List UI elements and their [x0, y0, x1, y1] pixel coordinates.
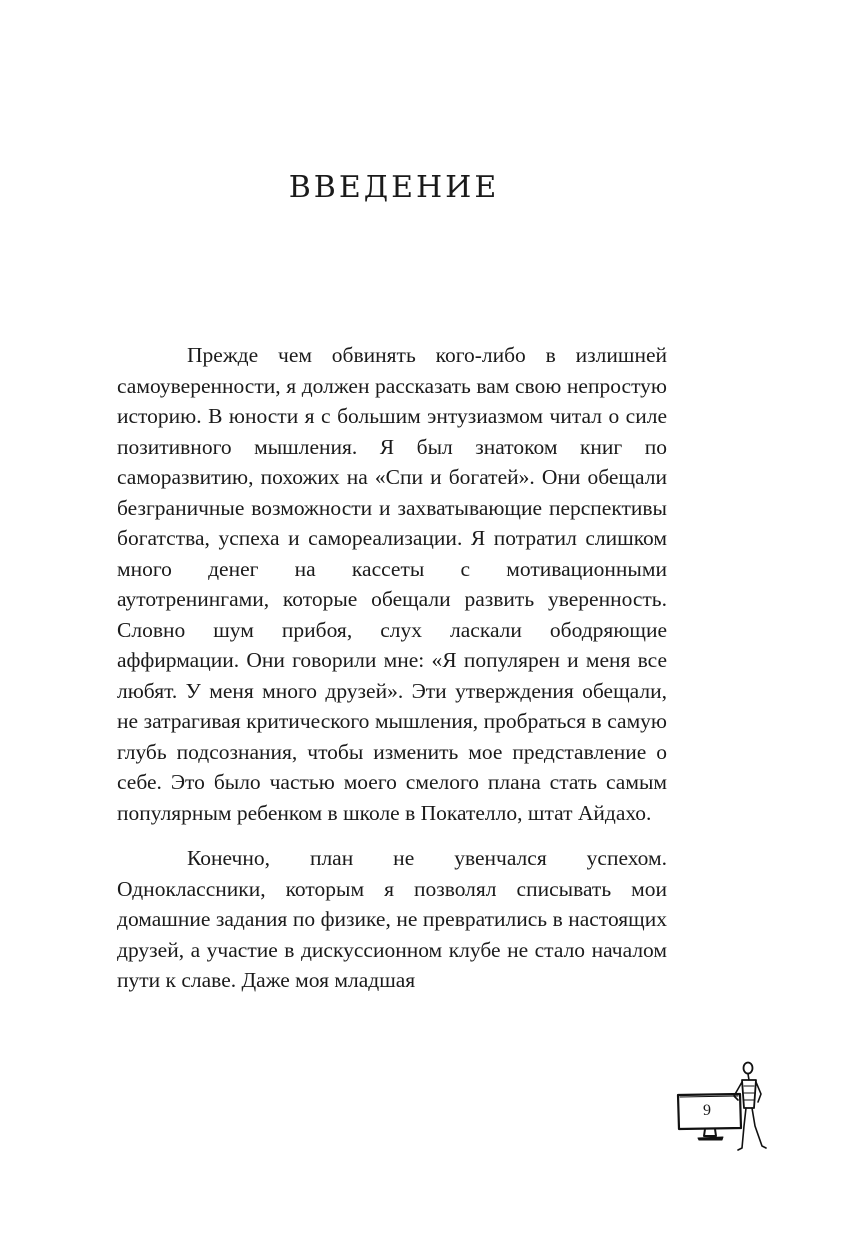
page-number: 9	[703, 1102, 711, 1119]
body-text	[117, 340, 667, 996]
chapter-title: ВВЕДЕНИЕ	[288, 170, 500, 205]
paragraph-2: Конечно, план не увенчался успехом. Одноклассники, которым я позволял списывать мои домашние задания по физике, не превратились в настоящих друзей, а участие в дискуссионном клубе не стало началом пути к славе. Даже моя младшая	[117, 846, 667, 992]
paragraph-1: Прежде чем обвинять кого-либо в излишней самоуверенности, я должен рассказать вам свою непростую историю. В юности я с большим энтузиазмом читал о силе позитивного мышления. Я был знатоком книг по саморазвитию, похожих на «Спи и богатей». Они обещали безграничные возможности и захватывающие перспективы богатства, успеха и самореализации. Я потратил слишком много денег на кассеты с мотивационными аутотренингами, которые обещали развить уверенность. Словно шум прибоя, слух ласкали ободряющие аффирмации. Они говорили мне: «Я популярен и меня все любят. У меня много друзей». Эти утверждения обещали, не затрагивая критического мышления, пробраться в самую глубь подсознания, чтобы изменить мое представление о себе. Это было частью моего смелого плана стать самым популярным ребенком в школе в Покателло, штат Айдахо.	[117, 343, 667, 825]
